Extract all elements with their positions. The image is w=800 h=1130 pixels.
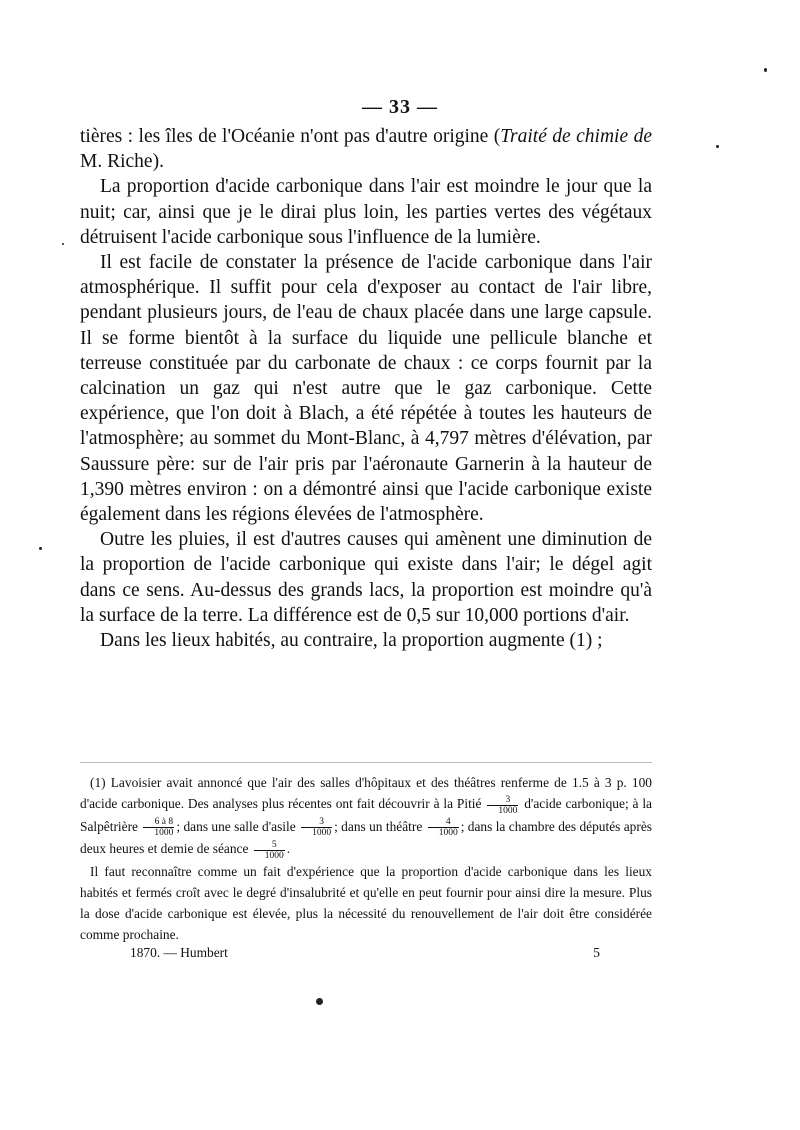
footnote-2: Il faut reconnaître comme un fait d'expérience que la proportion d'acide carbonique dans les lieux habités et fermés croît avec le degré d'insalubrité et qu'elle en peut fournir pour ainsi dire la mesure. Plus la dose d'acide carbonique est élevée, plus la nécessité du renouvellement de l'air doit être considérée comme prochaine.: [80, 863, 652, 943]
paragraph: [80, 124, 652, 174]
paragraph-text: Il est facile de constater la présence de l'acide carbonique dans l'air atmosphérique. Il suffit pour cela d'exposer au contact de l'air libre, pendant plusieurs jours, de l'eau de chaux placée dans une large capsule. Il se forme bientôt à la surface du liquide une pellicule blanche et terreuse constituée par du carbonate de chaux : ce corps fournit par la calcination un gaz qui n'est autre que le gaz carbonique. Cette expérience, que l'on doit à Blach, a été répétée à toutes les hauteurs de l'atmosphère; au sommet du Mont-Blanc, à 4,797 mètres d'élévation, par Saussure père: sur de l'air pris par l'aéronaute Garnerin à la hauteur de 1,390 mètres environ : on a démontré ainsi que l'acide carbonique existe également dans les régions élevées de l'atmosphère.: [80, 252, 652, 526]
footnote-text: .: [286, 841, 291, 857]
page-number: — 33 —: [362, 96, 438, 118]
paragraph: [80, 174, 652, 250]
scan-speck: [316, 998, 323, 1005]
footnote-text: d'acide carbonique; à la Salpêtrière: [80, 796, 652, 834]
paragraph: [80, 628, 652, 653]
paragraph: [80, 250, 652, 527]
paragraph-text: Dans les lieux habités, au contraire, la proportion augmente (1) ;: [100, 630, 603, 652]
signature-left: 1870. — Humbert: [130, 945, 228, 960]
footnote-separator: [80, 762, 652, 763]
paragraph: [80, 527, 652, 628]
footnote-text: ; dans la chambre des députés après deux heures et demie de séance: [80, 818, 652, 857]
fraction: $\frac{4}{1000}$: [428, 817, 459, 838]
scan-speck: [62, 243, 64, 245]
paragraph-text: La proportion d'acide carbonique dans l'air est moindre le jour que la nuit; car, ainsi que je le dirai plus loin, les parties vertes des végétaux détruisent l'acide carbonique sous l'influence de la lumière.: [80, 176, 652, 248]
footnote-text: ; dans une salle d'asile: [176, 818, 296, 834]
paragraph-text: M. Riche).: [80, 151, 164, 173]
printer-signature: [130, 945, 600, 961]
fraction: $\frac{3}{1000}$: [301, 817, 332, 838]
footnote-text: (1) Lavoisier avait annoncé que l'air des salles d'hôpitaux et des théâtres renferme de 1.5 à 3 p. 100 d'acide carbonique. Des analyses plus récentes ont fait découvrir à la Pitié: [80, 775, 652, 812]
scan-speck: [716, 145, 719, 148]
scan-speck: [764, 68, 767, 72]
footnote-text: ; dans un théâtre: [334, 818, 423, 834]
fraction: $\frac{3}{1000}$: [487, 795, 518, 816]
italic-text: Traité de chimie de: [500, 126, 652, 147]
fraction: $\frac{5}{1000}$: [254, 840, 285, 861]
footnote-1: [80, 772, 652, 861]
paragraph-text: Outre les pluies, il est d'autres causes qui amènent une diminution de la proportion de l'acide carbonique qui existe dans l'air; le dégel agit dans ce sens. Au-dessus des grands lacs, la proportion est moindre qu'à la surface de la terre. La différence est de 0,5 sur 10,000 portions d'air.: [80, 529, 652, 626]
scan-speck: [39, 547, 42, 550]
paragraph-text: tières : les îles de l'Océanie n'ont pas d'autre origine (: [80, 126, 501, 147]
fraction: $\frac{6 à 8}{1000}$: [143, 817, 174, 838]
signature-mark: 5: [593, 945, 600, 960]
footnotes: [80, 772, 652, 946]
main-text: [80, 124, 652, 653]
